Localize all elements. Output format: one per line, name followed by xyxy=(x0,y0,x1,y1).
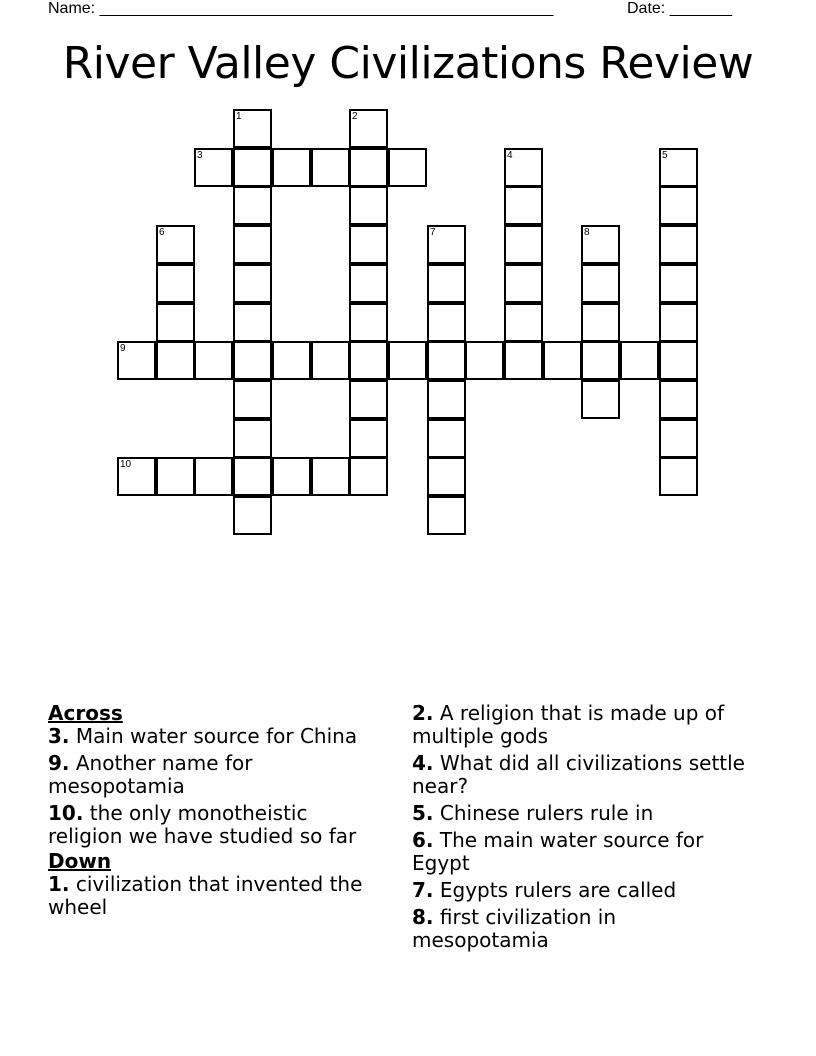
crossword-cell[interactable] xyxy=(272,148,311,187)
clue-number: 8. xyxy=(412,905,434,929)
clue-number: 4. xyxy=(412,751,434,775)
crossword-cell[interactable] xyxy=(349,457,388,496)
crossword-cell[interactable] xyxy=(659,303,698,342)
clue-down-2 xyxy=(412,702,752,748)
crossword-cell[interactable] xyxy=(388,341,427,380)
crossword-cell[interactable] xyxy=(581,341,620,380)
crossword-cell[interactable] xyxy=(504,264,543,303)
crossword-cell[interactable] xyxy=(659,264,698,303)
cell-number: 7 xyxy=(430,227,436,238)
cell-number: 6 xyxy=(159,227,165,238)
clue-down-4 xyxy=(412,752,752,798)
clue-number: 9. xyxy=(48,751,70,775)
crossword-cell[interactable] xyxy=(349,148,388,187)
crossword-cell[interactable] xyxy=(311,457,350,496)
crossword-cell[interactable] xyxy=(388,148,427,187)
clue-text: Another name for mesopotamia xyxy=(48,751,253,798)
clues-column-left xyxy=(48,702,388,923)
crossword-cell[interactable] xyxy=(156,457,195,496)
across-heading: Across xyxy=(48,701,123,725)
crossword-cell[interactable] xyxy=(349,419,388,458)
crossword-cell[interactable] xyxy=(581,225,620,264)
crossword-cell[interactable] xyxy=(233,341,272,380)
page-title: River Valley Civilizations Review xyxy=(62,38,754,89)
clue-text: Chinese rulers rule in xyxy=(439,801,654,825)
crossword-cell[interactable] xyxy=(581,303,620,342)
crossword-cell[interactable] xyxy=(233,186,272,225)
crossword-cell[interactable] xyxy=(465,341,504,380)
crossword-cell[interactable] xyxy=(349,186,388,225)
name-field-label: Name: ___________________________________________________ xyxy=(48,0,554,17)
crossword-cell[interactable] xyxy=(272,457,311,496)
crossword-cell[interactable] xyxy=(156,303,195,342)
crossword-cell[interactable] xyxy=(504,148,543,187)
crossword-cell[interactable] xyxy=(194,341,233,380)
crossword-cell[interactable] xyxy=(427,380,466,419)
clue-text: A religion that is made up of multiple gods xyxy=(412,701,725,748)
clue-text: What did all civilizations settle near? xyxy=(412,751,745,798)
crossword-cell[interactable] xyxy=(117,457,156,496)
crossword-cell[interactable] xyxy=(311,341,350,380)
crossword-cell[interactable] xyxy=(233,264,272,303)
cell-number: 2 xyxy=(352,111,358,122)
crossword-cell[interactable] xyxy=(659,457,698,496)
crossword-cell[interactable] xyxy=(427,225,466,264)
clue-number: 10. xyxy=(48,801,84,825)
crossword-cell[interactable] xyxy=(504,303,543,342)
clue-down-5 xyxy=(412,802,752,825)
crossword-cell[interactable] xyxy=(156,341,195,380)
clue-text: first civilization in mesopotamia xyxy=(412,905,617,952)
clue-number: 1. xyxy=(48,872,70,896)
cell-number: 1 xyxy=(236,111,242,122)
crossword-cell[interactable] xyxy=(427,341,466,380)
cell-number: 9 xyxy=(120,343,126,354)
crossword-cell[interactable] xyxy=(272,341,311,380)
clue-down-6 xyxy=(412,829,752,875)
cell-number: 10 xyxy=(120,459,132,470)
crossword-cell[interactable] xyxy=(427,303,466,342)
crossword-cell[interactable] xyxy=(233,419,272,458)
date-field-label: Date: _______ xyxy=(627,0,732,17)
crossword-cell[interactable] xyxy=(349,303,388,342)
crossword-cell[interactable] xyxy=(349,264,388,303)
clue-text: Main water source for China xyxy=(75,724,358,748)
clue-text: the only monotheistic religion we have studied so far xyxy=(48,801,357,848)
crossword-cell[interactable] xyxy=(117,341,156,380)
cell-number: 4 xyxy=(507,150,513,161)
crossword-cell[interactable] xyxy=(659,225,698,264)
cell-number: 3 xyxy=(197,150,203,161)
crossword-cell[interactable] xyxy=(543,341,582,380)
crossword-cell[interactable] xyxy=(427,419,466,458)
cell-number: 8 xyxy=(584,227,590,238)
crossword-cell[interactable] xyxy=(659,419,698,458)
clue-text: The main water source for Egypt xyxy=(412,828,704,875)
crossword-cell[interactable] xyxy=(233,225,272,264)
crossword-cell[interactable] xyxy=(349,341,388,380)
clue-across-9 xyxy=(48,752,388,798)
down-heading: Down xyxy=(48,849,112,873)
crossword-cell[interactable] xyxy=(504,186,543,225)
crossword-cell[interactable] xyxy=(349,380,388,419)
clue-down-7 xyxy=(412,879,752,902)
crossword-cell[interactable] xyxy=(427,264,466,303)
crossword-cell[interactable] xyxy=(156,264,195,303)
clue-down-1 xyxy=(48,873,388,919)
crossword-cell[interactable] xyxy=(620,341,659,380)
clue-number: 6. xyxy=(412,828,434,852)
crossword-cell[interactable] xyxy=(233,457,272,496)
crossword-cell[interactable] xyxy=(427,457,466,496)
clue-number: 2. xyxy=(412,701,434,725)
clues-column-right xyxy=(412,702,752,956)
crossword-cell[interactable] xyxy=(581,380,620,419)
crossword-cell[interactable] xyxy=(194,457,233,496)
crossword-cell[interactable] xyxy=(349,225,388,264)
crossword-cell[interactable] xyxy=(156,225,195,264)
crossword-cell[interactable] xyxy=(659,341,698,380)
crossword-cell[interactable] xyxy=(349,109,388,148)
clue-text: Egypts rulers are called xyxy=(439,878,677,902)
clue-number: 7. xyxy=(412,878,434,902)
crossword-cell[interactable] xyxy=(233,109,272,148)
crossword-cell[interactable] xyxy=(659,148,698,187)
clue-number: 5. xyxy=(412,801,434,825)
crossword-cell[interactable] xyxy=(311,148,350,187)
crossword-cell[interactable] xyxy=(504,341,543,380)
crossword-cell[interactable] xyxy=(233,496,272,535)
crossword-cell[interactable] xyxy=(659,186,698,225)
clue-text: civilization that invented the wheel xyxy=(48,872,363,919)
clue-across-10 xyxy=(48,802,388,848)
crossword-cell[interactable] xyxy=(233,148,272,187)
crossword-cell[interactable] xyxy=(194,148,233,187)
clue-number: 3. xyxy=(48,724,70,748)
crossword-cell[interactable] xyxy=(427,496,466,535)
crossword-cell[interactable] xyxy=(233,303,272,342)
crossword-cell[interactable] xyxy=(581,264,620,303)
crossword-cell[interactable] xyxy=(504,225,543,264)
clue-across-3 xyxy=(48,725,388,748)
clue-down-8 xyxy=(412,906,752,952)
cell-number: 5 xyxy=(662,150,668,161)
crossword-cell[interactable] xyxy=(233,380,272,419)
crossword-cell[interactable] xyxy=(659,380,698,419)
